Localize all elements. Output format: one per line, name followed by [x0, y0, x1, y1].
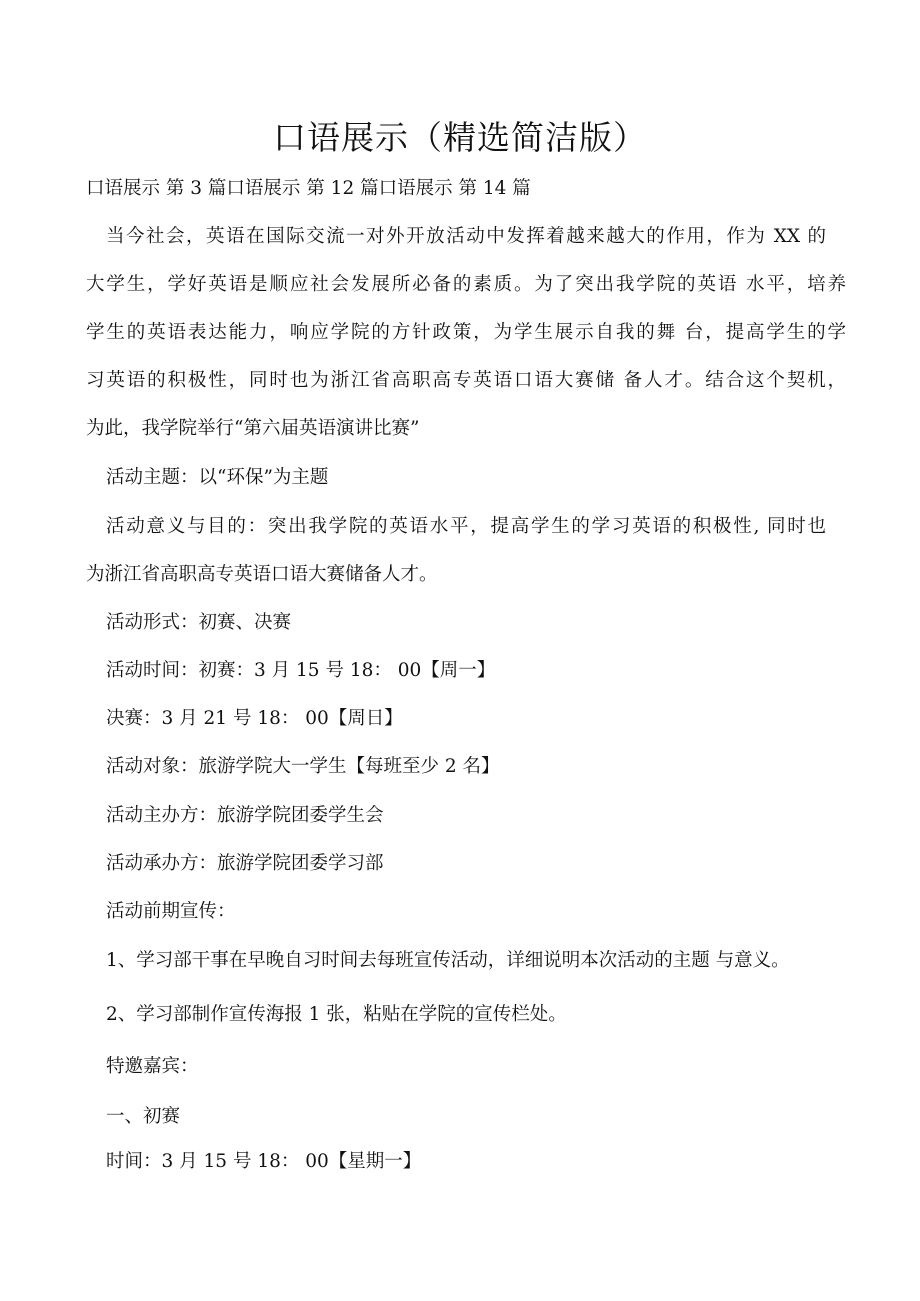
intro-line-3: 学生的英语表达能力，响应学院的方针政策，为学生展示自我的舞 台，提高学生的学	[86, 322, 846, 343]
intro-line-4: 习英语的积极性，同时也为浙江省高职高专英语口语大赛储 备人才。结合这个契机，	[86, 370, 846, 391]
section-one-time: 时间：3 月 15 号 18： 00【星期一】	[106, 1151, 422, 1172]
activity-time-final: 决赛：3 月 21 号 18： 00【周日】	[106, 708, 403, 729]
activity-participants: 活动对象：旅游学院大一学生【每班至少 2 名】	[106, 756, 500, 777]
publicity-item-1: 1、学习部干事在早晚自习时间去每班宣传活动，详细说明本次活动的主题 与意义。	[106, 950, 790, 971]
purpose-line-1: 活动意义与目的：突出我学院的英语水平，提高学生的学习英语的积极性, 同时也	[106, 516, 826, 537]
activity-organizer: 活动承办方：旅游学院团委学习部	[106, 853, 384, 874]
purpose-line-2: 为浙江省高职高专英语口语大赛储备人才。	[86, 564, 438, 585]
document-title: 口语展示（精选简洁版）	[273, 118, 647, 157]
special-guests: 特邀嘉宾：	[106, 1056, 199, 1077]
intro-line-5: 为此，我学院举行“第六届英语演讲比赛”	[86, 418, 420, 439]
intro-line-1: 当今社会，英语在国际交流一对外开放活动中发挥着越来越大的作用，作为 XX 的	[106, 226, 826, 247]
publicity-item-2: 2、学习部制作宣传海报 1 张，粘贴在学院的宣传栏处。	[106, 1004, 567, 1025]
section-one-heading: 一、初赛	[106, 1106, 181, 1127]
activity-form: 活动形式：初赛、决赛	[106, 612, 292, 633]
intro-line-2: 大学生，学好英语是顺应社会发展所必备的素质。为了突出我学院的英语 水平，培养	[86, 274, 846, 295]
publicity-heading: 活动前期宣传：	[106, 901, 236, 922]
activity-theme: 活动主题：以“环保”为主题	[106, 467, 329, 488]
activity-time-prelim: 活动时间：初赛：3 月 15 号 18： 00【周一】	[106, 660, 496, 681]
activity-host: 活动主办方：旅游学院团委学生会	[106, 805, 384, 826]
document-subtitle: 口语展示 第 3 篇口语展示 第 12 篇口语展示 第 14 篇	[86, 178, 531, 199]
